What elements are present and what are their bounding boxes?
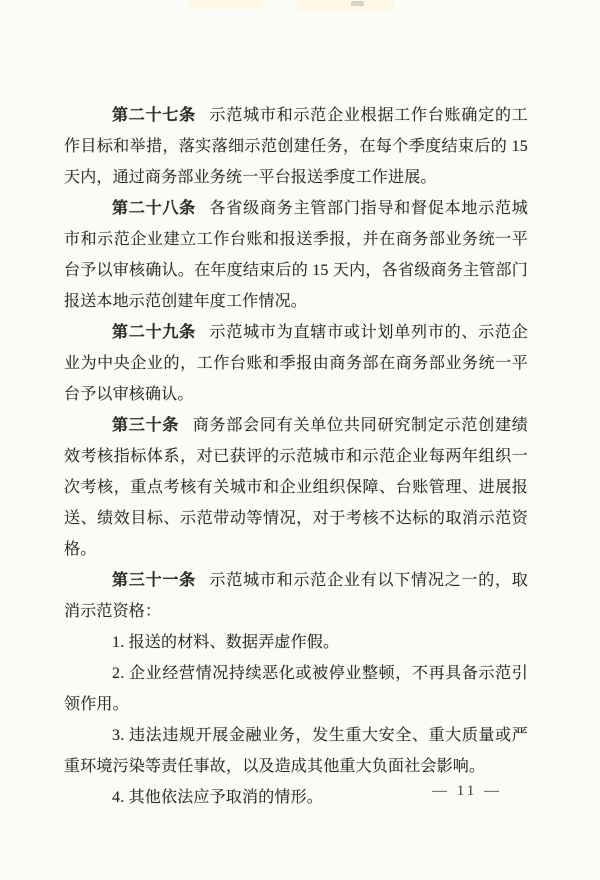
article-number: 第二十九条 [112, 324, 196, 341]
article-number: 第二十八条 [112, 200, 196, 217]
list-item-text: 2. 企业经营情况持续恶化或被停业整顿，不再具备示范引领作用。 [64, 665, 528, 713]
article-paragraph [64, 410, 528, 565]
page-number: — 11 — [432, 783, 502, 799]
list-item-text: 3. 违法违规开展金融业务，发生重大安全、重大质量或严重环境污染等责任事故，以及造成其他重大负面社会影响。 [64, 727, 528, 775]
list-item-text: 4. 其他依法应予取消的情形。 [112, 789, 324, 806]
article-text: 商务部会同有关单位共同研究制定示范创建绩效考核指标体系，对已获评的示范城市和示范企业每两年组织一次考核，重点考核有关城市和企业组织保障、台账管理、进展报送、绩效目标、示范带动等情况，对于考核不达标的取消示范资格。 [64, 417, 528, 558]
list-item [64, 720, 528, 782]
article-number: 第三十条 [112, 417, 180, 434]
article-text: 示范城市为直辖市或计划单列市的、示范企业为中央企业的，工作台账和季报由商务部在商务部业务统一平台予以审核确认。 [64, 324, 528, 403]
article-number: 第三十一条 [112, 572, 196, 589]
list-item [64, 627, 528, 658]
article-text: 示范城市和示范企业有以下情况之一的，取消示范资格： [64, 572, 528, 620]
article-number: 第二十七条 [112, 107, 196, 124]
article-text: 示范城市和示范企业根据工作台账确定的工作目标和举措，落实落细示范创建任务，在每个季度结束后的 15 天内，通过商务部业务统一平台报送季度工作进展。 [64, 107, 528, 186]
article-text: 各省级商务主管部门指导和督促本地示范城市和示范企业建立工作台账和报送季报，并在商务部业务统一平台予以审核确认。在年度结束后的 15 天内，各省级商务主管部门报送本地示范创建年度工作情况。 [64, 200, 528, 310]
list-item [64, 658, 528, 720]
document-body [64, 100, 528, 813]
article-paragraph [64, 193, 528, 317]
article-paragraph [64, 100, 528, 193]
scan-artifact [297, 0, 394, 11]
scan-artifact [189, 0, 265, 9]
article-paragraph [64, 317, 528, 410]
list-item-text: 1. 报送的材料、数据弄虚作假。 [112, 634, 340, 651]
scan-speck [351, 1, 364, 6]
article-paragraph [64, 565, 528, 627]
